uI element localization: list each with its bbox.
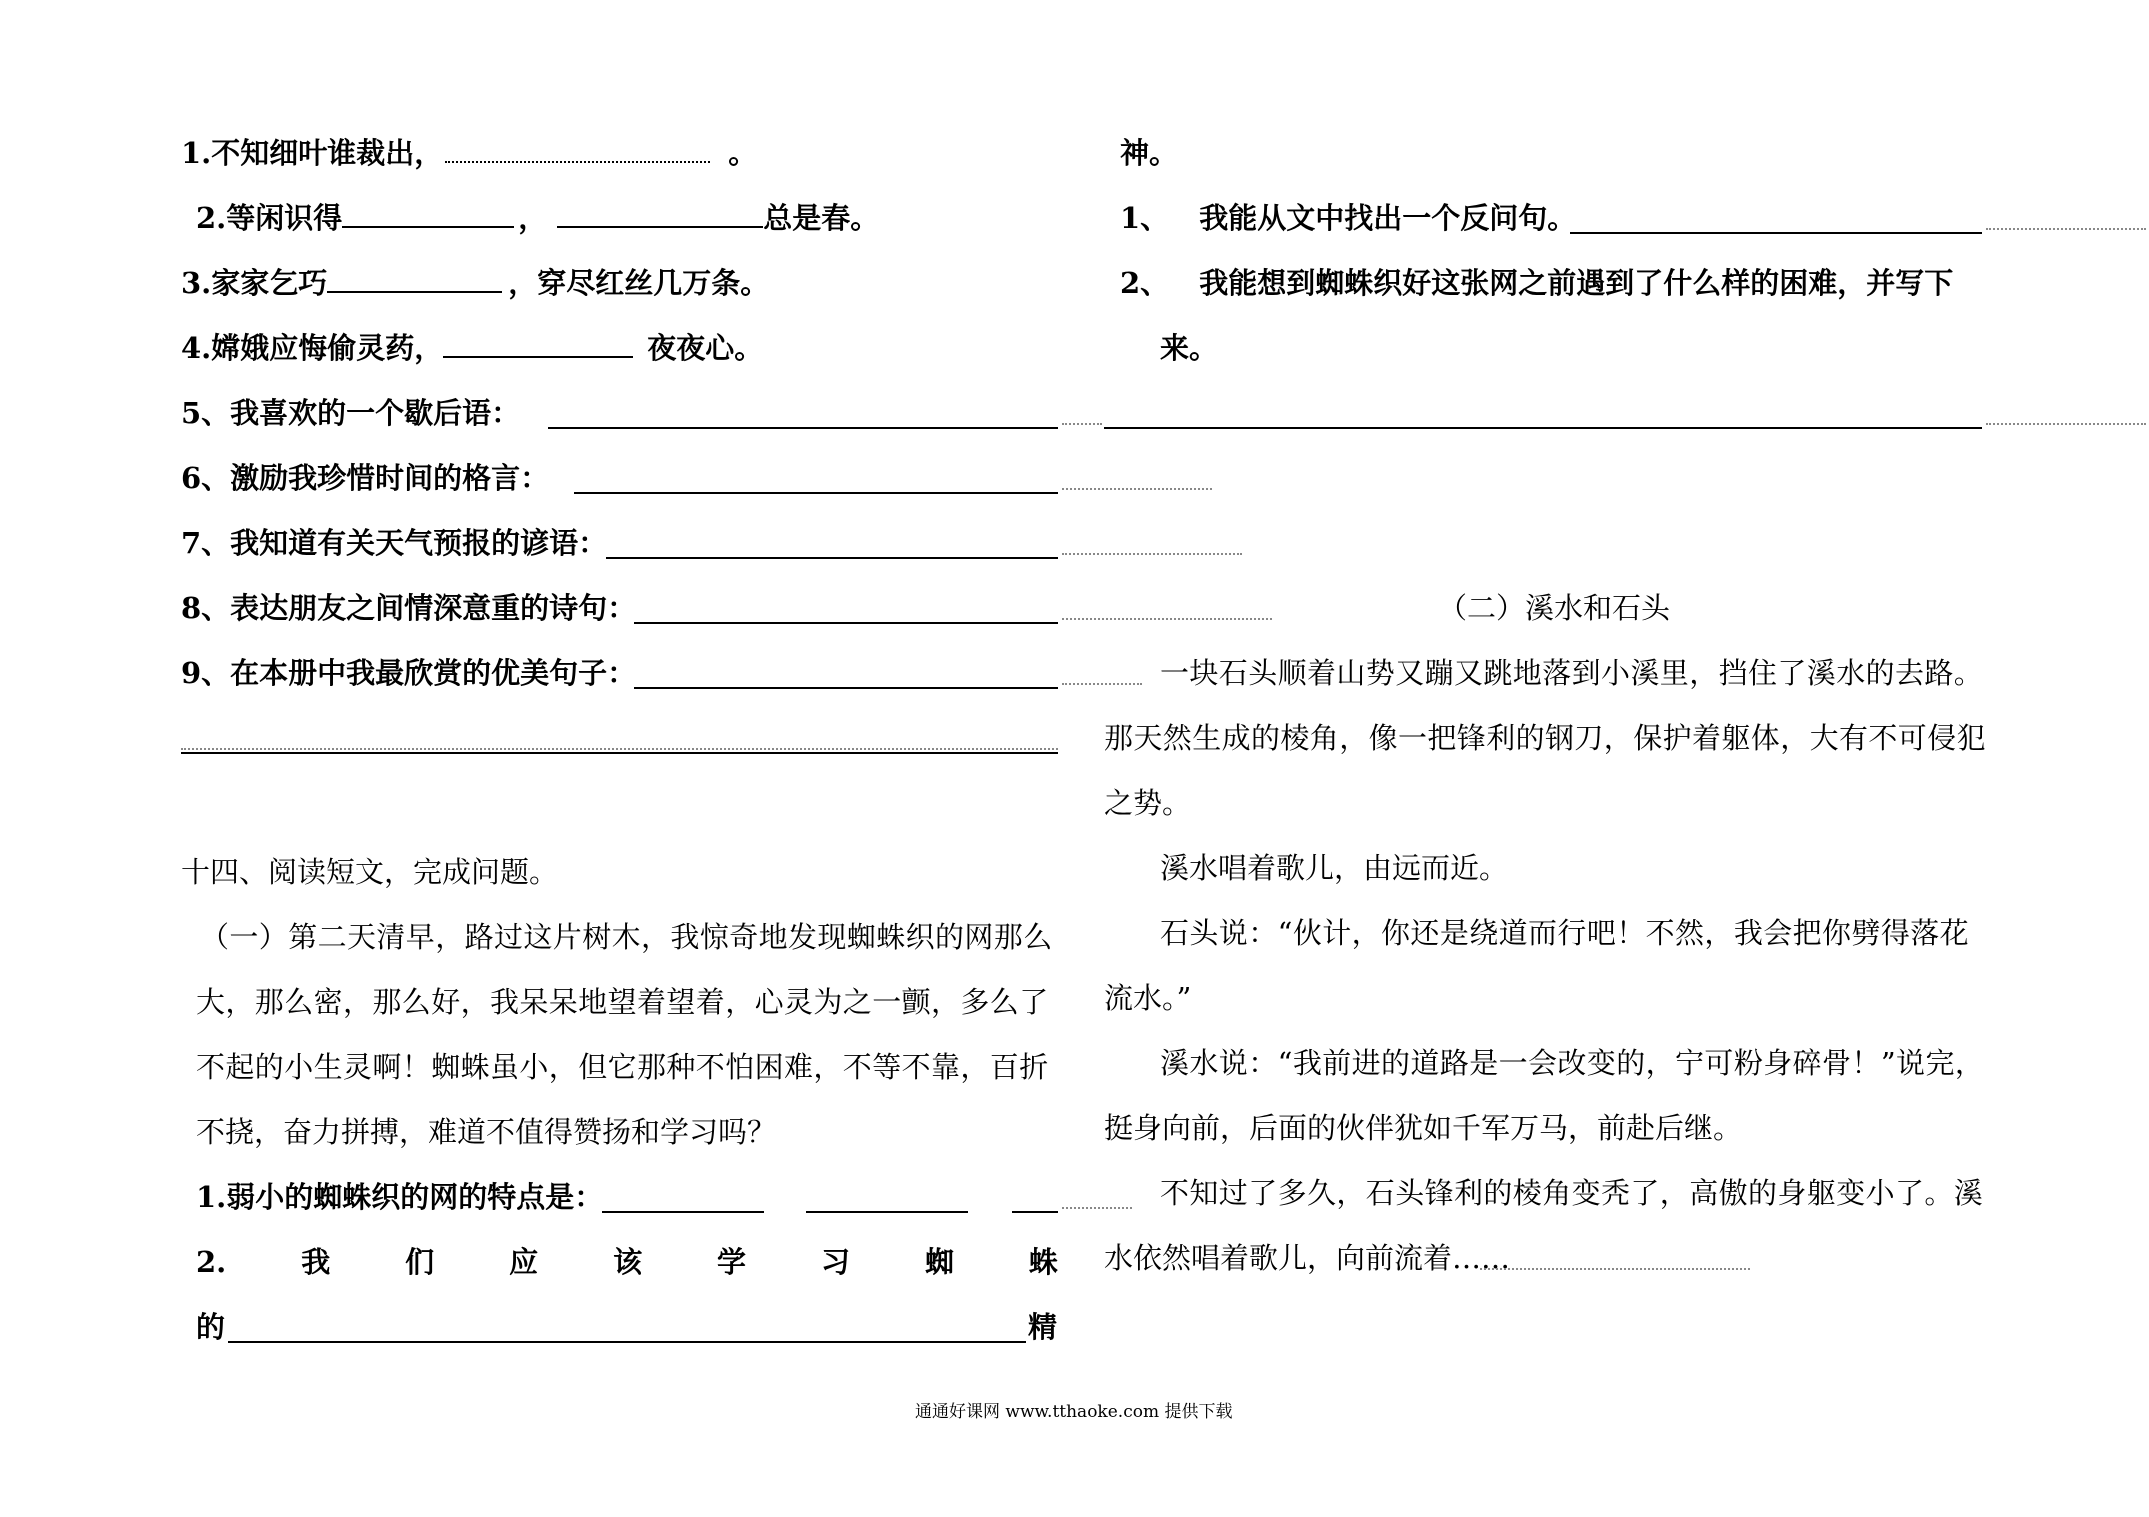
passage-2-line-3: 之势。 — [1104, 786, 1192, 820]
passage-2-line-5: 石头说：“伙计，你还是绕道而行吧！不然，我会把你劈得落花 — [1160, 916, 1970, 950]
passage-1-question-1-text: 1.弱小的蜘蛛织的网的特点是： — [196, 1180, 604, 1214]
q2-char-8: 蛛 — [1028, 1245, 1058, 1279]
dotted-guide-p1q1 — [1062, 1207, 1132, 1209]
dotted-guide-9 — [1062, 683, 1142, 685]
answer-line-9[interactable] — [634, 687, 1058, 689]
passage-1-line-1: （一）第二天清早，路过这片树木，我惊奇地发现蜘蛛织的网那么 — [200, 920, 1053, 954]
dotted-guide-passage-2 — [1480, 1268, 1750, 1270]
right-question-2 — [1120, 264, 1953, 302]
fill-item-1-end: 。 — [728, 136, 758, 170]
right-question-1 — [1120, 199, 1576, 237]
q2-char-3: 应 — [509, 1245, 539, 1279]
footer-source: 通通好课网 www.tthaoke.com 提供下载 — [915, 1402, 1233, 1422]
passage-2-line-10: 水依然唱着歌儿，向前流着…… — [1104, 1241, 1511, 1275]
question-continuation: 神。 — [1120, 136, 1179, 170]
answer-line-r1[interactable] — [1570, 232, 1982, 234]
section-14-title: 十四、阅读短文，完成问题。 — [181, 855, 559, 889]
q2-char-0: 2. — [196, 1245, 227, 1279]
answer-blank-4[interactable] — [443, 330, 633, 358]
q2-char-7: 蜘 — [924, 1245, 954, 1279]
answer-line-p1q1a[interactable] — [602, 1211, 764, 1213]
dotted-guide-8 — [1062, 618, 1272, 620]
fill-item-5-text: 5、我喜欢的一个歇后语： — [181, 396, 521, 430]
fill-item-4-text: 4.嫦娥应悔偷灵药， — [181, 331, 444, 365]
fill-item-1-text: 1.不知细叶谁裁出， — [181, 136, 444, 170]
q2-char-5: 学 — [717, 1245, 747, 1279]
passage-1-line-2: 大，那么密，那么好，我呆呆地望着望着，心灵为之一颤，多么了 — [196, 985, 1049, 1019]
fill-item-1 — [181, 134, 757, 172]
passage-2-line-1: 一块石头顺着山势又蹦又跳地落到小溪里，挡住了溪水的去路。 — [1160, 656, 1984, 690]
fill-item-4 — [181, 329, 763, 367]
passage-1-question-2-end: 精 — [1028, 1310, 1058, 1344]
fill-item-2 — [196, 199, 879, 237]
answer-blank-1[interactable] — [445, 135, 710, 163]
passage-1-question-1 — [196, 1178, 603, 1216]
fill-item-8-text: 8、表达朋友之间情深意重的诗句： — [181, 591, 637, 625]
fill-item-2-comma: ， — [518, 201, 548, 235]
answer-line-r2[interactable] — [1104, 427, 1982, 429]
right-question-2-number: 2、 — [1120, 266, 1170, 300]
fill-item-2-end: 总是春。 — [763, 201, 880, 235]
answer-line-7[interactable] — [606, 557, 1058, 559]
q2-char-4: 该 — [613, 1245, 643, 1279]
q2-char-1: 我 — [301, 1245, 331, 1279]
fill-item-3-end: ，穿尽红丝几万条。 — [508, 266, 770, 300]
passage-2-line-8: 挺身向前，后面的伙伴犹如千军万马，前赴后继。 — [1104, 1111, 1743, 1145]
answer-line-5[interactable] — [548, 427, 1058, 429]
answer-line-p1q1c[interactable] — [1012, 1211, 1058, 1213]
right-question-1-number: 1、 — [1120, 201, 1170, 235]
dotted-guide-7 — [1062, 553, 1242, 555]
passage-1-question-2-line-1 — [196, 1243, 1058, 1281]
dotted-guide-r2a — [1062, 423, 1102, 425]
answer-line-p1q1b[interactable] — [806, 1211, 968, 1213]
fill-item-8 — [181, 589, 636, 627]
q2-char-6: 习 — [820, 1245, 850, 1279]
passage-1-line-4: 不挠，奋力拼搏，难道不值得赞扬和学习吗？ — [196, 1115, 777, 1149]
passage-2-title: （二）溪水和石头 — [1438, 591, 1671, 625]
answer-blank-3[interactable] — [327, 265, 502, 293]
dotted-guide-6 — [1062, 488, 1212, 490]
passage-1-line-3: 不起的小生灵啊！蜘蛛虽小，但它那种不怕困难，不等不靠，百折 — [196, 1050, 1049, 1084]
fill-item-5 — [181, 394, 520, 432]
answer-line-p1q2[interactable] — [228, 1341, 1026, 1343]
right-question-1-text: 我能从文中找出一个反问句。 — [1199, 201, 1577, 235]
answer-line-8[interactable] — [634, 622, 1058, 624]
fill-item-6 — [181, 459, 549, 497]
fill-item-9 — [181, 654, 636, 692]
right-question-2-cont: 来。 — [1160, 331, 1219, 365]
answer-blank-2a[interactable] — [342, 200, 514, 228]
passage-2-line-4: 溪水唱着歌儿，由远而近。 — [1160, 851, 1509, 885]
fill-item-2-text: 2.等闲识得 — [196, 201, 343, 235]
fill-item-6-text: 6、激励我珍惜时间的格言： — [181, 461, 550, 495]
fill-item-3 — [181, 264, 769, 302]
fill-item-7 — [181, 524, 607, 562]
dotted-guide-9b — [181, 748, 1058, 750]
dotted-guide-r1 — [1986, 228, 2146, 230]
right-question-2-text: 我能想到蜘蛛织好这张网之前遇到了什么样的困难，并写下 — [1199, 266, 1954, 300]
fill-item-9-text: 9、在本册中我最欣赏的优美句子： — [181, 656, 637, 690]
fill-item-3-text: 3.家家乞巧 — [181, 266, 328, 300]
passage-2-line-2: 那天然生成的棱角，像一把锋利的钢刀，保护着躯体，大有不可侵犯 — [1104, 721, 1987, 755]
q2-char-2: 们 — [405, 1245, 435, 1279]
dotted-guide-r2b — [1986, 423, 2146, 425]
answer-line-6[interactable] — [574, 492, 1058, 494]
passage-2-line-6: 流水。” — [1104, 981, 1192, 1015]
answer-line-9b[interactable] — [181, 752, 1058, 754]
answer-blank-2b[interactable] — [557, 200, 763, 228]
passage-2-line-7: 溪水说：“我前进的道路是一会改变的，宁可粉身碎骨！”说完， — [1160, 1046, 1985, 1080]
passage-2-line-9: 不知过了多久，石头锋利的棱角变秃了，高傲的身躯变小了。溪 — [1160, 1176, 1984, 1210]
passage-1-question-2-start: 的 — [196, 1310, 226, 1344]
fill-item-7-text: 7、我知道有关天气预报的谚语： — [181, 526, 608, 560]
fill-item-4-end: 夜夜心。 — [647, 331, 764, 365]
